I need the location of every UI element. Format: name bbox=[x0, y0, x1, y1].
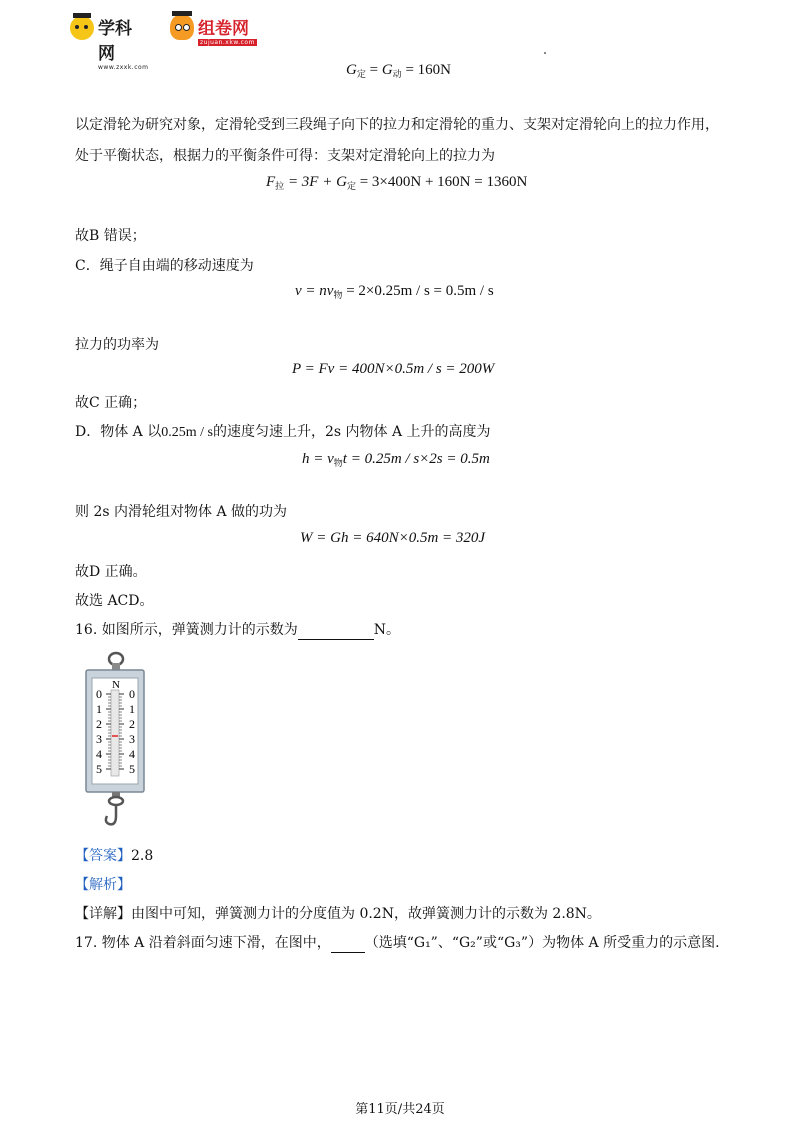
answer-blank[interactable] bbox=[331, 936, 365, 953]
scale-label: 5 bbox=[96, 762, 102, 776]
answer-line: 【答案】2.8 bbox=[75, 848, 154, 864]
paragraph: 处于平衡状态，根据力的平衡条件可得：支架对定滑轮向上的拉力为 bbox=[75, 148, 495, 164]
scale-label: 1 bbox=[96, 702, 102, 716]
paragraph: D．物体 A 以0.25m / s的速度匀速上升，2s 内物体 A 上升的高度为 bbox=[75, 424, 491, 440]
paragraph: C．绳子自由端的移动速度为 bbox=[75, 258, 254, 274]
unit-label: N bbox=[112, 679, 120, 691]
paragraph: 故B 错误； bbox=[75, 228, 146, 244]
paragraph: 以定滑轮为研究对象，定滑轮受到三段绳子向下的拉力和定滑轮的重力、支架对定滑轮向上的拉力作用， bbox=[75, 117, 719, 133]
analysis-label: 【解析】 bbox=[75, 877, 131, 893]
paragraph: 拉力的功率为 bbox=[75, 337, 159, 353]
question-16: 16. 如图所示，弹簧测力计的示数为 N。 bbox=[75, 622, 400, 638]
equation-4: P = Fv = 400N×0.5m / s = 200W bbox=[292, 361, 495, 377]
scale-label: 0 bbox=[96, 687, 102, 701]
paragraph: 故C 正确； bbox=[75, 395, 147, 411]
scale-label: 3 bbox=[96, 732, 102, 746]
scale-label: 4 bbox=[129, 747, 135, 761]
scale-label: 0 bbox=[129, 687, 135, 701]
paragraph: 则 2s 内滑轮组对物体 A 做的功为 bbox=[75, 504, 288, 520]
logo1-icon bbox=[70, 16, 94, 40]
scale-label: 2 bbox=[129, 717, 135, 731]
paragraph: 故D 正确。 bbox=[75, 564, 147, 580]
scale-label: 3 bbox=[129, 732, 135, 746]
scale-label: 1 bbox=[129, 702, 135, 716]
scale-label: 5 bbox=[129, 762, 135, 776]
scale-label: 4 bbox=[96, 747, 102, 761]
equation-5: $h = v_物t = 0.25m / s\times 2s = 0.5m$ bbox=[302, 451, 490, 468]
page-footer: 第11页/共24页 bbox=[355, 1102, 445, 1117]
logo1: 学科网 www.zxxk.com bbox=[98, 19, 149, 71]
equation-2: $F_拉 = 3F + G_定 = 3\times 400N + 160N = 1360N$ bbox=[266, 174, 528, 191]
detail-paragraph: 【详解】由图中可知，弹簧测力计的分度值为 0.2N，故弹簧测力计的示数为 2.8N。 bbox=[75, 906, 601, 922]
question-17: 17. 物体 A 沿着斜面匀速下滑，在图中， （选填“G₁”、“G₂”或“G₃”）为物体 A 所受重力的示意图. bbox=[75, 935, 720, 951]
scale-label: 2 bbox=[96, 717, 102, 731]
logo2-icon bbox=[170, 14, 194, 40]
spring-scale-figure bbox=[82, 650, 150, 832]
logo2: 组卷网 zujuan.xkw.com bbox=[198, 19, 255, 46]
answer-blank[interactable] bbox=[298, 623, 374, 640]
paragraph: 故选 ACD。 bbox=[75, 593, 154, 609]
equation-3: $v = nv_物 = 2\times 0.25m / s = 0.5m / s$ bbox=[295, 283, 494, 300]
equation-6: W = Gh = 640N×0.5m = 320J bbox=[300, 530, 486, 546]
dot-mark bbox=[544, 52, 546, 54]
equation-1: $G_定 = G_动 = 160N$ bbox=[346, 62, 451, 79]
